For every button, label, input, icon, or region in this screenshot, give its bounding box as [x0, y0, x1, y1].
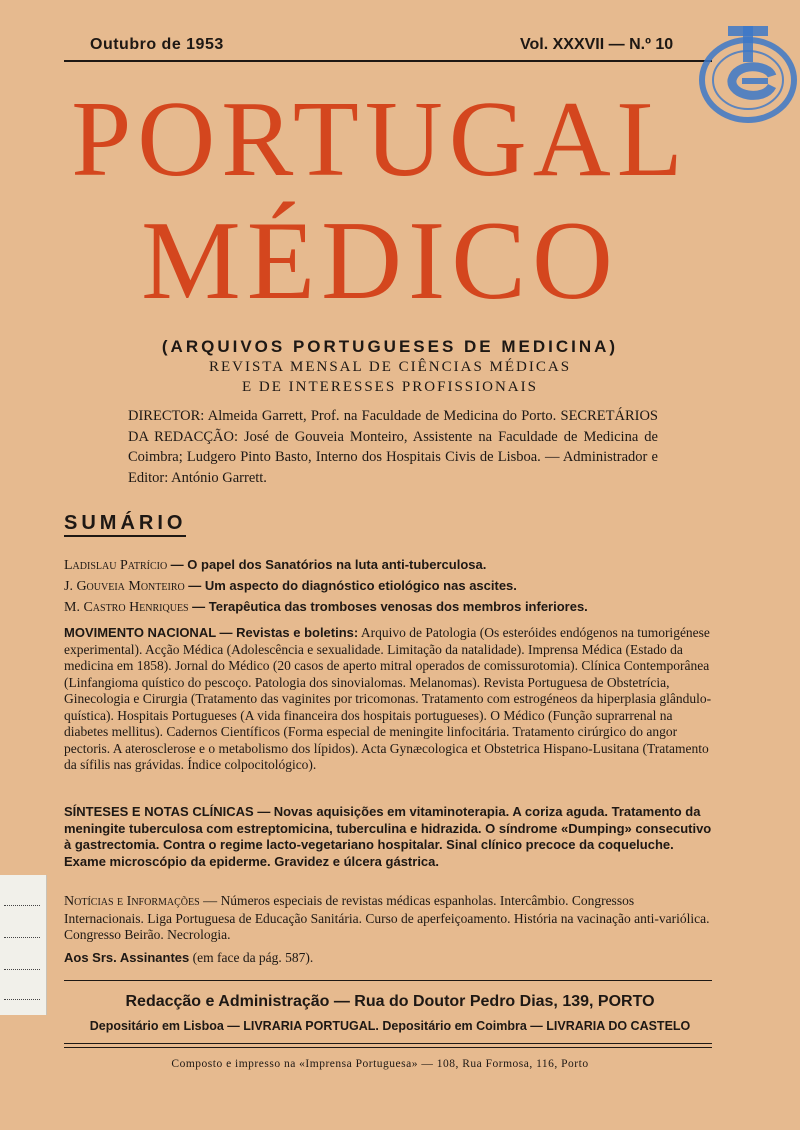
- label-line: [4, 905, 40, 906]
- article-author: Ladislau Patrício: [64, 558, 168, 573]
- section-assinantes: [64, 950, 714, 967]
- section-body: (em face da pág. 587).: [192, 950, 314, 965]
- article-author: M. Castro Henriques: [64, 600, 189, 615]
- editorial-staff: DIRECTOR: Almeida Garrett, Prof. na Faculdade de Medicina do Porto. SECRETÁRIOS DA REDACÇÃO: José de Gouveia Monteiro, Assistente na Faculdade de Medicina de Coimbra; Ludgero Pinto Basto, Interno dos Hospitais Civis de Lisboa. — Administrador e Editor: António Garrett.: [128, 408, 658, 486]
- article-title: — Terapêutica das tromboses venosas dos membros inferiores.: [192, 599, 588, 614]
- section-body: Novas aquisições em vitaminoterapia. A coriza aguda. Tratamento da meningite tuberculosa com estreptomicina, tuberculina e hidrazida. O síndrome «Dumping» consecutivo à gastrectomia. Contra o regime lacto-vegetariano hospitalar. Sinal clínico precoce da coqueluche. Exame microscópio da epiderme. Gravidez e úlcera gástrica.: [64, 804, 712, 869]
- issue-date: Outubro de 1953: [90, 36, 224, 53]
- volume-number: Vol. XXXVII — N.º 10: [520, 36, 674, 53]
- section-lead: SÍNTESES E NOTAS CLÍNICAS —: [64, 804, 271, 819]
- article-entry: [64, 555, 486, 575]
- subtitle-monthly-review: REVISTA MENSAL DE CIÊNCIAS MÉDICAS: [208, 359, 572, 375]
- article-entry: [64, 597, 588, 617]
- footer-rule-top: [64, 1043, 712, 1044]
- article-author: J. Gouveia Monteiro: [64, 579, 185, 594]
- depositaries: Depositário em Lisboa — LIVRARIA PORTUGAL. Depositário em Coimbra — LIVRARIA DO CASTELO: [89, 1019, 691, 1033]
- section-noticias: [64, 893, 714, 944]
- library-label-tab: [0, 875, 47, 1015]
- section-movimento-nacional: [64, 625, 714, 774]
- label-line: [4, 969, 40, 970]
- top-rule: [64, 60, 712, 62]
- section-sinteses: [64, 804, 714, 870]
- printer-credit: Composto e impresso na «Imprensa Portuguesa» — 108, Rua Formosa, 116, Porto: [171, 1058, 589, 1070]
- section-lead: Notícias e Informações —: [64, 894, 218, 909]
- article-title: — Um aspecto do diagnóstico etiológico nas ascites.: [188, 578, 517, 593]
- article-entry: [64, 576, 517, 596]
- summary-heading: SUMÁRIO: [64, 512, 186, 537]
- section-body: Arquivo de Patologia (Os esteróides endógenos na tumorigénese experimental). Acção Médica (Adolescência e sexualidade. Limitação da natalidade). Imprensa Médica (Estado da medicina em 1858). Jornal do Médico (20 casos de aperto mitral operados de comissurotomia). Clínica Contemporânea (Linfangioma quístico do pescoço. Patologia dos sinovialomas. Melanomas). Revista Portuguesa de Obstetrícia, Ginecologia e Cirurgia (Tratamento das vaginites por tricomonas. Tratamento com estrogéneos da hiperplasia glândulo-quística). Hospitais Portugueses (A vida financeira dos hospitais portugueses). O Médico (Função suprarrenal na diabetes mellitus). Cadernos Científicos (Forma especial de meningite linfocitária. Tratamento cirúrgico do angor pectoris. A aterosclerose e o metabolismo dos lípidos). Acta Gynæcologica et Obstetrica Hispano-Lusitana (Tratamento da sífilis nas grávidas. Índice colpocitológico).: [64, 625, 712, 772]
- journal-title-line2: MÉDICO: [141, 199, 619, 323]
- divider-rule: [64, 980, 712, 981]
- editorial-address: Redacção e Administração — Rua do Doutor Pedro Dias, 139, PORTO: [125, 993, 655, 1010]
- section-lead: MOVIMENTO NACIONAL — Revistas e boletins:: [64, 625, 359, 640]
- footer-rule-bottom: [64, 1047, 712, 1048]
- journal-title-line1: PORTUGAL: [71, 80, 689, 199]
- subtitle-archives: (ARQUIVOS PORTUGUESES DE MEDICINA): [161, 337, 619, 356]
- section-lead: Aos Srs. Assinantes: [64, 950, 190, 965]
- section-body: Números especiais de revistas médicas espanholas. Intercâmbio. Congressos Internacionais. Liga Portuguesa de Educação Sanitária. Curso de aperfeiçoamento. História na vacinação anti-variólica. Congresso Beirão. Necrologia.: [64, 893, 710, 942]
- label-line: [4, 999, 40, 1000]
- article-title: — O papel dos Sanatórios na luta anti-tuberculosa.: [170, 557, 487, 572]
- subtitle-professional-interests: E DE INTERESSES PROFISSIONAIS: [242, 379, 538, 395]
- label-line: [4, 937, 40, 938]
